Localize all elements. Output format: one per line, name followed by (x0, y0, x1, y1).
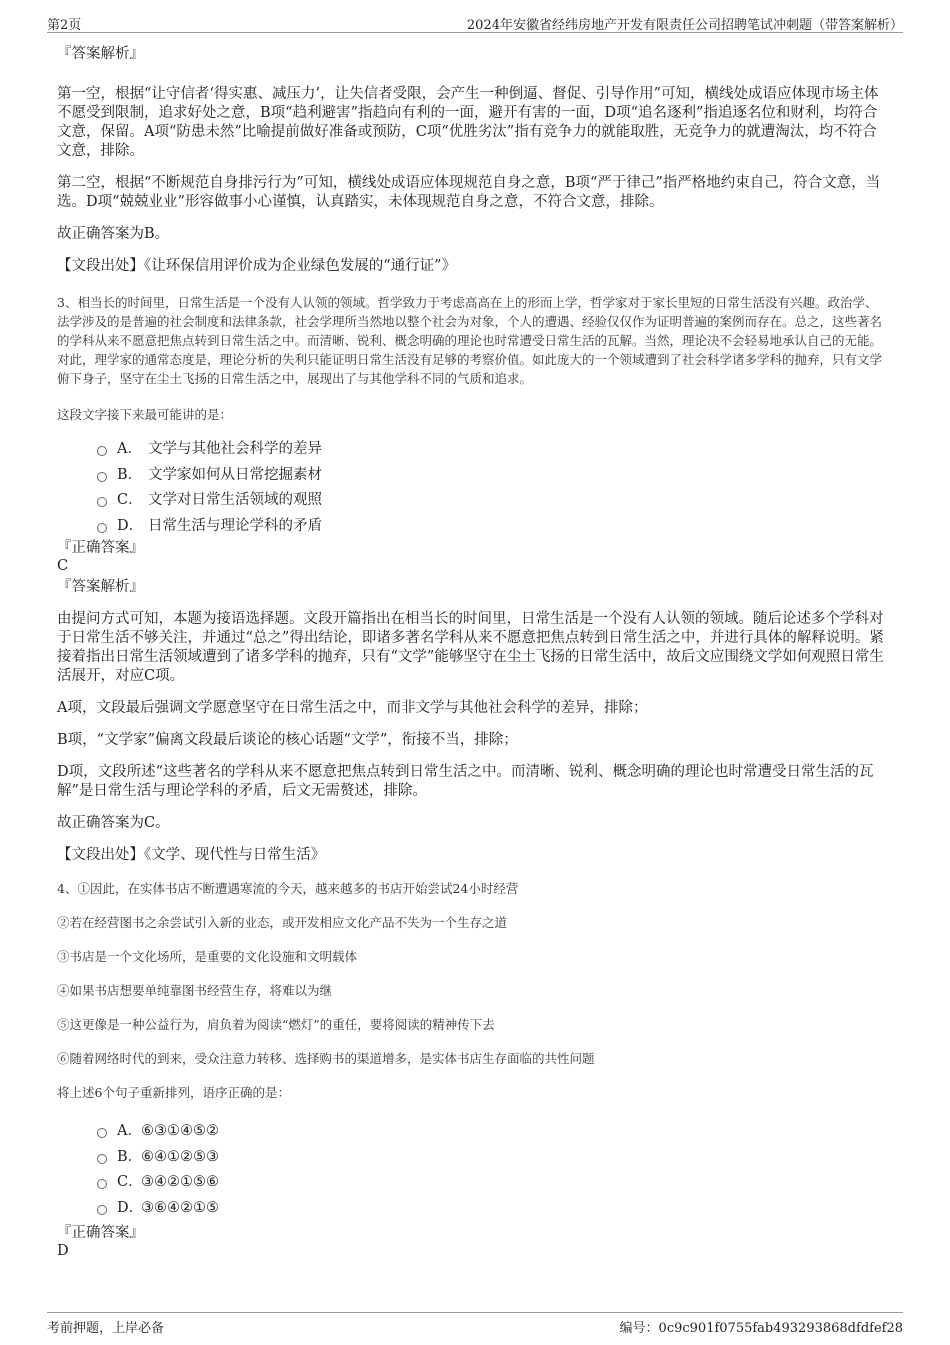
q4-sentence-4: ④如果书店想要单纯靠图书经营生存，将难以为继 (57, 983, 333, 998)
q4-option-c[interactable] (57, 1170, 887, 1196)
option-text: 文学与其他社会科学的差异 (148, 441, 322, 457)
q4-option-d[interactable] (57, 1196, 887, 1222)
q4-sentence-6: ⑥随着网络时代的到来，受众注意力转移、选择购书的渠道增多，是实体书店生存面临的共性问题 (57, 1051, 595, 1066)
q4-correct-label: 『正确答案』 (57, 1225, 144, 1241)
option-letter: B． (117, 466, 143, 483)
q3-analysis-label: 『答案解析』 (57, 579, 144, 595)
q3-stem: 3、相当长的时间里，日常生活是一个没有人认领的领域。哲学致力于考虑高高在上的形而上学，哲学家对于家长里短的日常生活没有兴趣。政治学、法学涉及的是普遍的社会制度和法律条款，社会学理所当然地以整个社会为对象，个人的遭遇、经验仅仅作为证明普遍的案例而存在。总之，这些著名的学科从来不愿意把焦点转到日常生活之中。而清晰、锐利、概念明确的理论也时常遭受日常生活的瓦解。当然，理论决不会轻易地承认自己的无能。对此，理学家的通常态度是，理论分析的失利只能证明日常生活没有足够的考察价值。如此庞大的一个领域遭到了社会科学诸多学科的抛弃，只有文学俯下身子，坚守在尘土飞扬的日常生活之中，展现出了与其他学科不同的气质和追求。 (57, 295, 883, 386)
option-text: ③④②①⑤⑥ (141, 1174, 219, 1190)
q3-question: 这段文字接下来最可能讲的是： (57, 407, 233, 422)
option-letter: A． (117, 441, 142, 457)
q3-source: 【文段出处】《文学、现代性与日常生活》 (57, 847, 326, 863)
footer-slogan: 考前押题，上岸必备 (47, 1321, 165, 1336)
page-footer (47, 1312, 903, 1337)
option-text: ⑥③①④⑤② (141, 1123, 219, 1139)
option-letter: D． (117, 517, 144, 534)
option-text: ⑥④①②⑤③ (141, 1148, 219, 1165)
radio-button[interactable] (97, 523, 107, 533)
option-text: 文学家如何从日常挖掘素材 (148, 466, 322, 483)
q3-option-b[interactable] (57, 463, 887, 489)
q3-option-a[interactable] (57, 437, 887, 463)
q2-source: 【文段出处】《让环保信用评价成为企业绿色发展的“通行证”》 (57, 258, 457, 274)
q2-analysis-para-2: 第二空，根据“不断规范自身排污行为”可知，横线处成语应体现规范自身之意，B项“严于律己”指严格地约束自己，符合文意，当选。D项“兢兢业业”形容做事小心谨慎，认真踏实，未体现规范自身之意，不符合文意，排除。 (57, 175, 881, 210)
q4-options (57, 1119, 887, 1221)
q3-analysis-para-3: B项，“文学家”偏离文段最后谈论的核心话题“文学”，衔接不当，排除； (57, 732, 518, 748)
q3-conclusion: 故正确答案为C。 (57, 815, 170, 831)
q2-analysis-para-1: 第一空，根据“让守信者‘得实惠、减压力’，让失信者受限，会产生一种倒逼、督促、引导作用”可知，横线处成语应体现市场主体不愿受到限制，追求好处之意，B项“趋利避害”指趋向有利的一面，避开有害的一面，D项“追名逐利”指追逐名位和财利，均符合文意，保留。A项“防患未然”比喻提前做好准备或预防，C项“优胜劣汰”指有竞争力的就能取胜，无竞争力的就遭淘汰，均不符合文意，排除。 (57, 86, 879, 159)
option-letter: B． (117, 1148, 143, 1165)
option-text: 文学对日常生活领域的观照 (148, 492, 322, 508)
q4-question: 将上述6个句子重新排列，语序正确的是： (57, 1085, 290, 1100)
option-text: 日常生活与理论学科的矛盾 (148, 517, 322, 534)
option-text: ③⑥④②①⑤ (141, 1199, 219, 1216)
page-number: 第2页 (47, 18, 82, 33)
q4-sentence-3: ③书店是一个文化场所，是重要的文化设施和文明载体 (57, 949, 358, 964)
q4-sentence-1: 4、①因此，在实体书店不断遭遇寒流的今天，越来越多的书店开始尝试24小时经营 (57, 881, 519, 896)
radio-button[interactable] (97, 497, 107, 507)
q4-sentence-2: ②若在经营图书之余尝试引入新的业态，或开发相应文化产品不失为一个生存之道 (57, 915, 508, 930)
q4-correct-answer: D (57, 1243, 69, 1259)
radio-button[interactable] (97, 1128, 107, 1138)
option-letter: A． (117, 1123, 142, 1139)
q3-correct-label: 『正确答案』 (57, 540, 144, 556)
option-letter: C． (117, 1174, 143, 1190)
document-id: 编号：0c9c901f0755fab493293868dfdfef28 (619, 1321, 903, 1336)
document-body (57, 40, 887, 1260)
option-letter: C． (117, 492, 143, 508)
q4-option-b[interactable] (57, 1145, 887, 1171)
q2-conclusion: 故正确答案为B。 (57, 226, 170, 242)
q3-option-c[interactable] (57, 488, 887, 514)
q3-options (57, 437, 887, 539)
q3-analysis-para-4: D项，文段所述“这些著名的学科从来不愿意把焦点转到日常生活之中。而清晰、锐利、概念明确的理论也时常遭受日常生活的瓦解”是日常生活与理论学科的矛盾，后文无需赘述，排除。 (57, 764, 874, 799)
q3-correct-answer: C (57, 558, 69, 574)
q3-analysis-para-2: A项，文段最后强调文学愿意坚守在日常生活之中，而非文学与其他社会科学的差异，排除； (57, 700, 648, 716)
q3-analysis-para-1: 由提问方式可知，本题为接语选择题。文段开篇指出在相当长的时间里，日常生活是一个没有人认领的领域。随后论述多个学科对于日常生活不够关注，并通过“总之”得出结论，即诸多著名学科从来不愿意把焦点转到日常生活之中，并进行具体的解释说明。紧接着指出日常生活领域遭到了诸多学科的抛弃，只有“文学”能够坚守在尘土飞扬的日常生活中，故后文应围绕文学如何观照日常生活展开，对应C项。 (57, 611, 884, 684)
radio-button[interactable] (97, 1205, 107, 1215)
q4-sentence-5: ⑤这更像是一种公益行为，肩负着为阅读“燃灯”的重任，要将阅读的精神传下去 (57, 1017, 495, 1032)
q2-analysis-label: 『答案解析』 (57, 46, 144, 62)
q4-option-a[interactable] (57, 1119, 887, 1145)
radio-button[interactable] (97, 1154, 107, 1164)
document-title: 2024年安徽省经纬房地产开发有限责任公司招聘笔试冲刺题（带答案解析） (466, 18, 903, 33)
page-header (47, 10, 903, 33)
radio-button[interactable] (97, 446, 107, 456)
option-letter: D． (117, 1199, 144, 1216)
radio-button[interactable] (97, 472, 107, 482)
radio-button[interactable] (97, 1179, 107, 1189)
q3-option-d[interactable] (57, 514, 887, 540)
